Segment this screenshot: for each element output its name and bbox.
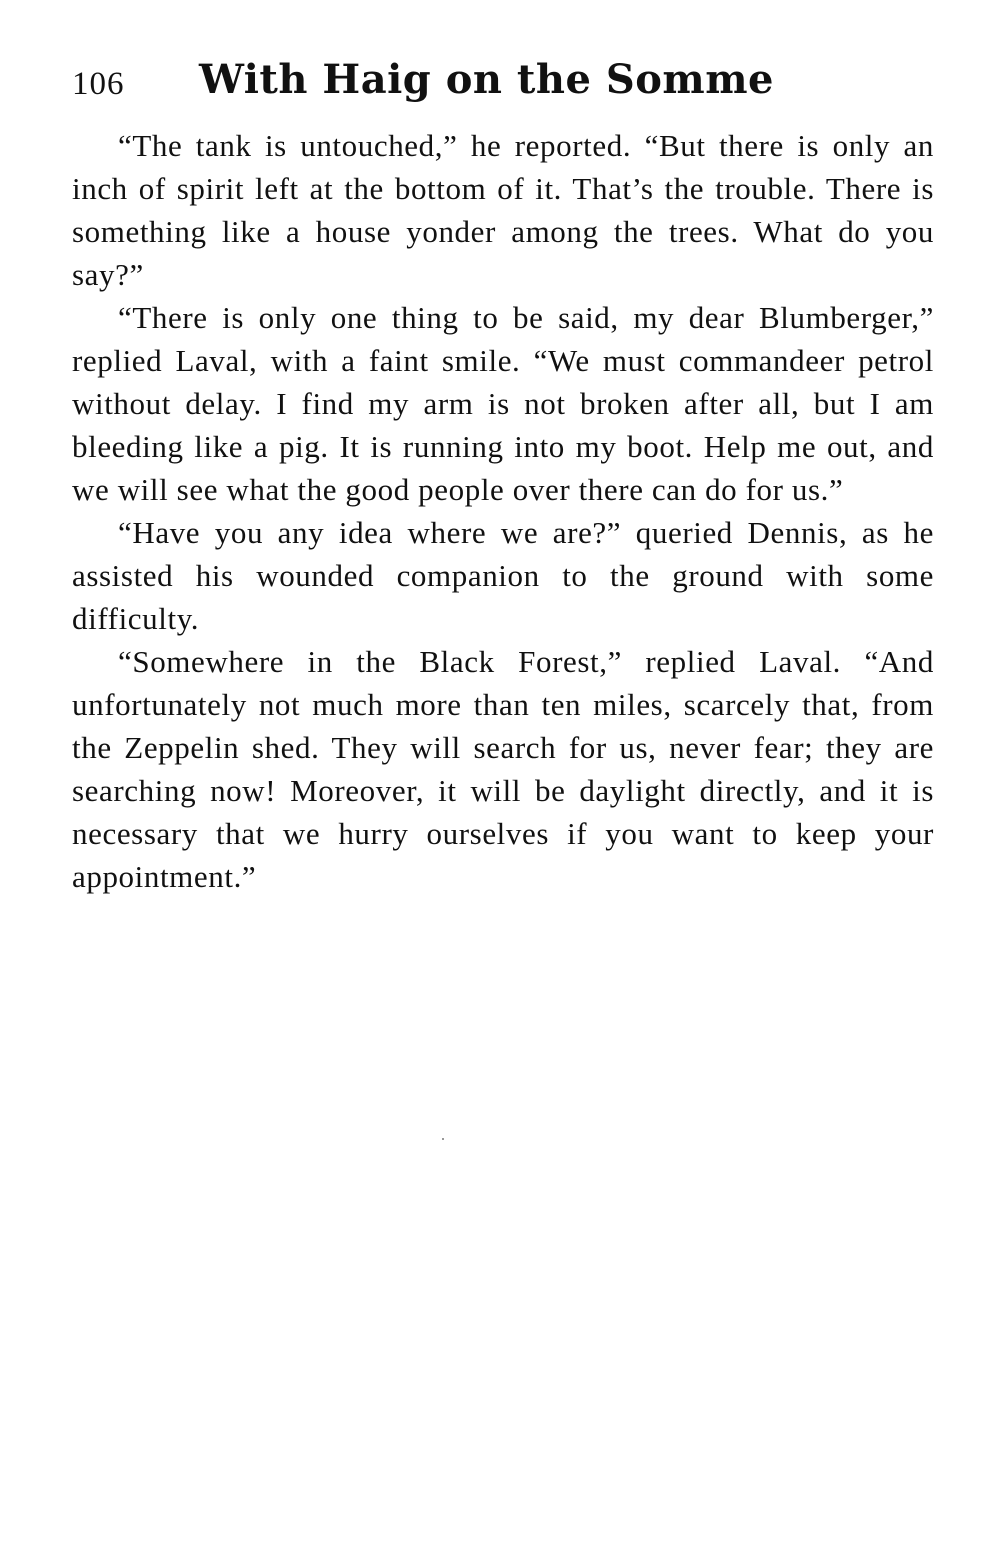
scan-speck — [442, 1138, 444, 1140]
running-title: With Haig on the Somme — [199, 56, 774, 103]
page-number: 106 — [72, 66, 125, 102]
body-text — [72, 124, 934, 898]
paragraph: “Have you any idea where we are?” queried Dennis, as he assisted his wounded companion to the ground with some difficulty. — [72, 515, 934, 636]
page-header — [72, 58, 934, 118]
paragraph: “Somewhere in the Black Forest,” replied Laval. “And unfortunately not much more than ten miles, scarcely that, from the Zeppelin shed. They will search for us, never fear; they are searching now! Moreover, it will be daylight directly, and it is necessary that we hurry ourselves if you want to keep your appointment.” — [72, 644, 934, 894]
paragraph: “There is only one thing to be said, my dear Blumberger,” replied Laval, with a faint smile. “We must commandeer petrol without delay. I find my arm is not broken after all, but I am bleeding like a pig. It is running into my boot. Help me out, and we will see what the good people over there can do for us.” — [72, 300, 934, 507]
paragraph: “The tank is untouched,” he reported. “But there is only an inch of spirit left at the bottom of it. That’s the trouble. There is something like a house yonder among the trees. What do you say?” — [72, 128, 934, 292]
